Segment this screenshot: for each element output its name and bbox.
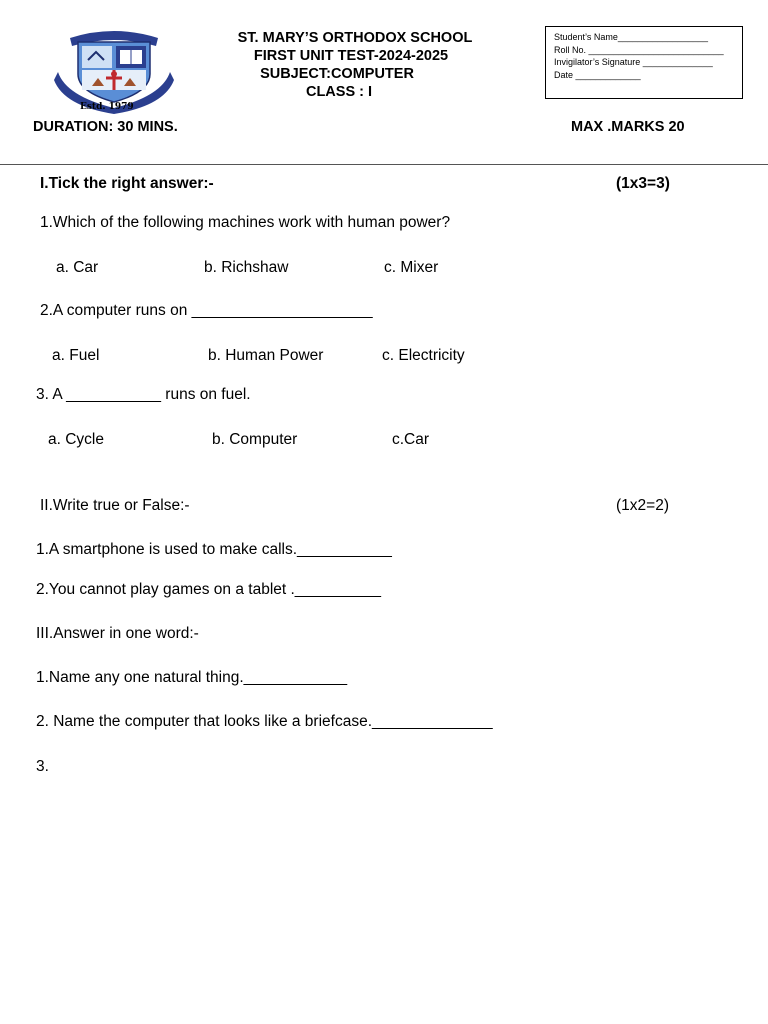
s1-q2-option-a: a. Fuel bbox=[52, 347, 100, 364]
s1-q3-option-b: b. Computer bbox=[212, 431, 298, 448]
section2-title: II.Write true or False:- bbox=[40, 497, 190, 514]
header-divider bbox=[0, 164, 768, 165]
class-label: CLASS : I bbox=[305, 84, 373, 100]
logo-estd: Estd. 1979 bbox=[80, 102, 134, 112]
s3-question-2: 2. Name the computer that looks like a briefcase.______________ bbox=[36, 713, 493, 730]
section1-title: I.Tick the right answer:- bbox=[40, 175, 214, 192]
duration: DURATION: 30 MINS. bbox=[33, 119, 178, 135]
s1-question-1: 1.Which of the following machines work with human power? bbox=[40, 214, 451, 231]
student-name-field: Student’s Name__________________ bbox=[554, 32, 708, 42]
s1-q3-option-a: a. Cycle bbox=[48, 431, 104, 448]
student-info-box bbox=[545, 26, 743, 99]
s1-q2-option-c: c. Electricity bbox=[382, 347, 465, 364]
invigilator-signature-field: Invigilator’s Signature ______________ bbox=[554, 57, 713, 67]
school-logo bbox=[52, 26, 176, 114]
school-name: ST. MARY’S ORTHODOX SCHOOL bbox=[237, 30, 473, 46]
s1-q3-option-c: c.Car bbox=[392, 431, 430, 448]
s1-q1-option-a: a. Car bbox=[56, 259, 99, 276]
s2-question-1: 1.A smartphone is used to make calls.___________ bbox=[36, 541, 392, 558]
roll-no-field: Roll No. ___________________________ bbox=[554, 44, 724, 55]
s1-question-2: 2.A computer runs on _____________________ bbox=[40, 302, 373, 319]
test-name: FIRST UNIT TEST-2024-2025 bbox=[253, 48, 449, 64]
subject: SUBJECT:COMPUTER bbox=[260, 66, 414, 82]
s3-question-3: 3. bbox=[36, 758, 49, 775]
s3-question-1: 1.Name any one natural thing.____________ bbox=[36, 669, 348, 686]
section2-marks: (1x2=2) bbox=[616, 497, 669, 514]
s1-q2-option-b: b. Human Power bbox=[208, 347, 324, 364]
section3-title: III.Answer in one word:- bbox=[36, 625, 199, 642]
s1-q1-option-c: c. Mixer bbox=[384, 259, 439, 276]
s2-question-2: 2.You cannot play games on a tablet .__________ bbox=[36, 581, 382, 598]
max-marks: MAX .MARKS 20 bbox=[571, 119, 685, 135]
section1-marks: (1x3=3) bbox=[616, 175, 670, 192]
date-field: Date _____________ bbox=[554, 69, 641, 80]
s1-q1-option-b: b. Richshaw bbox=[204, 259, 289, 276]
s1-question-3: 3. A ___________ runs on fuel. bbox=[36, 386, 251, 403]
